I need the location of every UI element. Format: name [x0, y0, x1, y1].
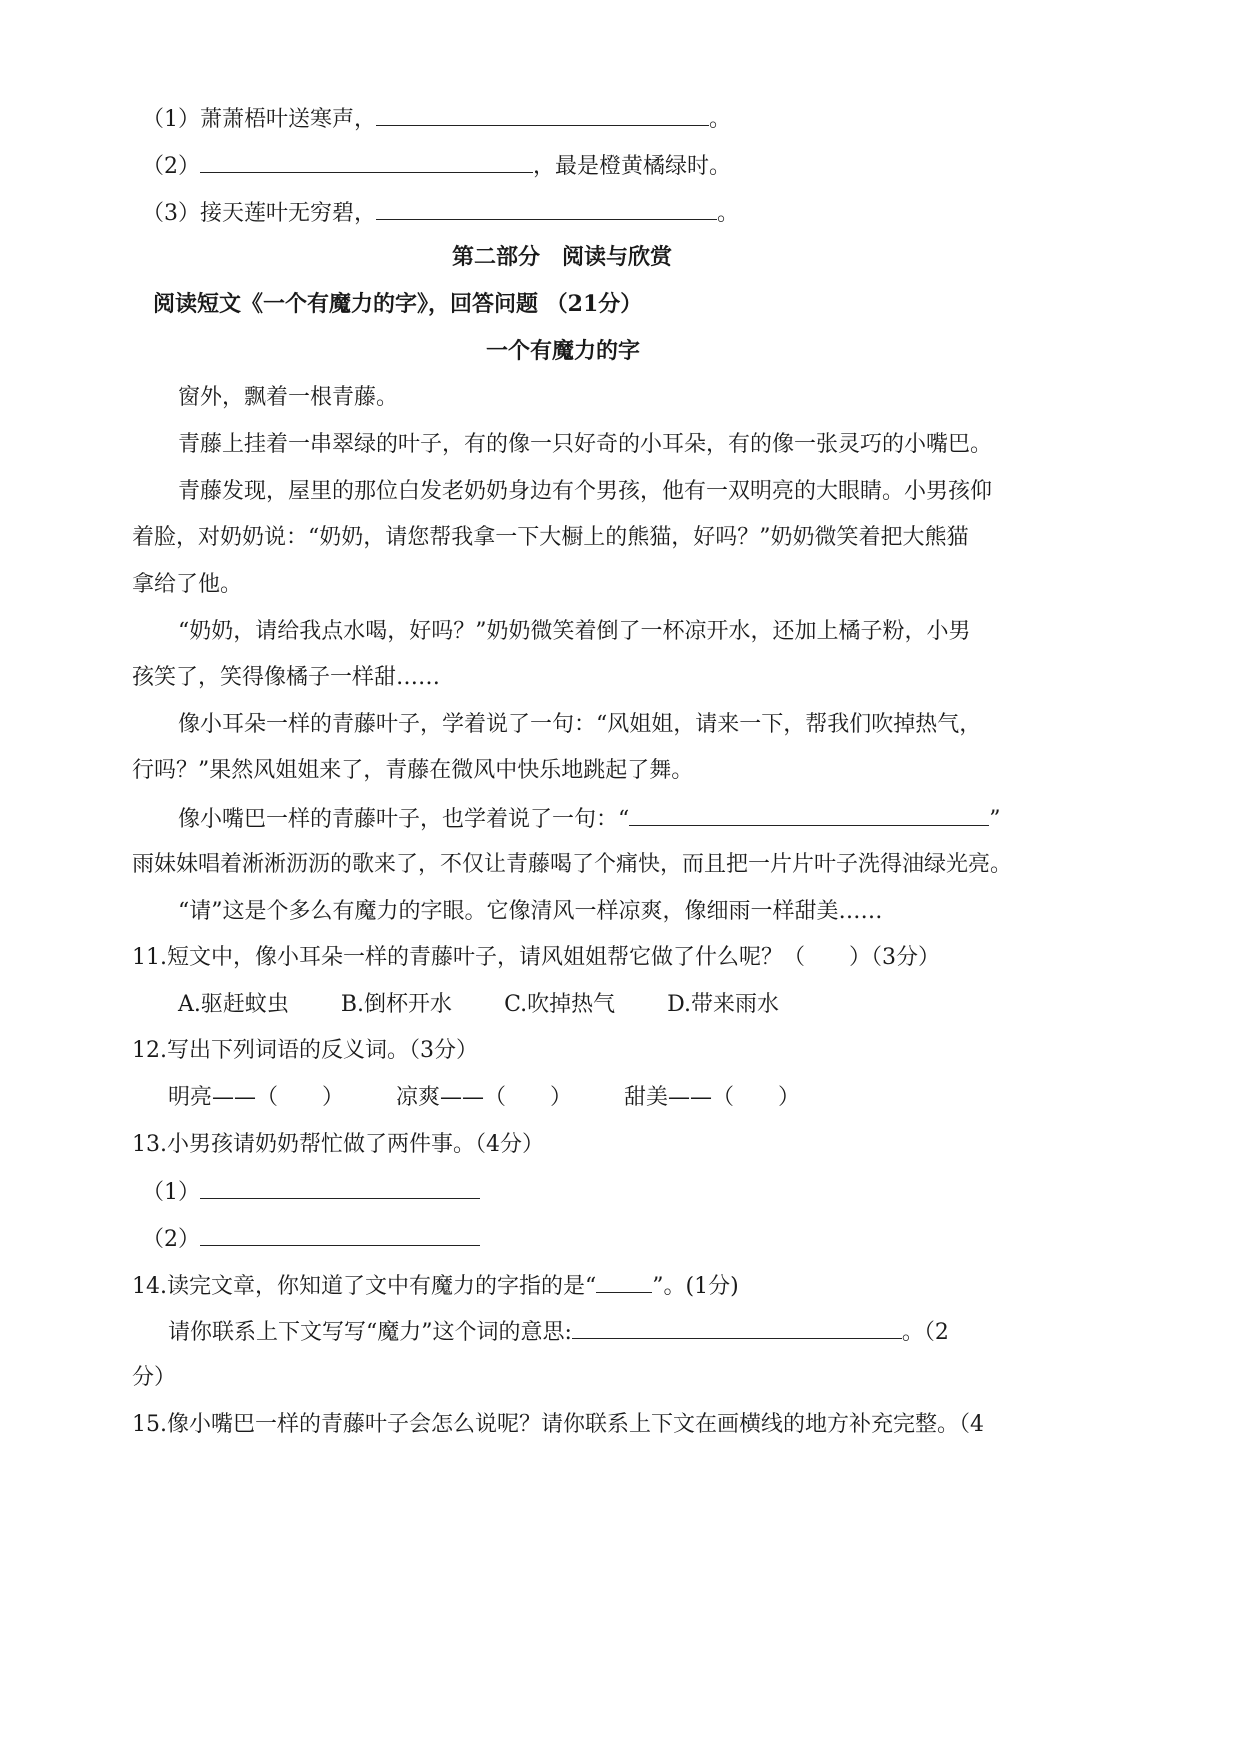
antonym-item-1[interactable]: 明亮——（ ） [168, 1085, 345, 1110]
question-13-blank-1[interactable] [200, 1176, 480, 1199]
poem-line-2-prefix: （2） [142, 154, 200, 179]
story-title: 一个有魔力的字 [486, 338, 641, 364]
story-paragraph-6-line-2: 雨妹妹唱着淅淅沥沥的歌来了，不仅让青藤喝了个痛快，而且把一片片叶子洗得油绿光亮。 [132, 852, 1013, 877]
poem-line-1-blank[interactable] [376, 103, 709, 126]
question-13-answer-1 [142, 1176, 480, 1208]
question-14b-suffix: 。（2 [901, 1320, 949, 1345]
question-14-part-2-cont: 分） [132, 1365, 177, 1390]
question-13-label-1: （1） [142, 1180, 200, 1205]
question-13-answer-2 [142, 1223, 480, 1255]
option-b[interactable]: B.倒杯开水 [340, 992, 453, 1017]
antonym-item-2[interactable]: 凉爽——（ ） [396, 1085, 573, 1110]
poem-line-3 [142, 197, 739, 229]
story-paragraph-4-line-1: “奶奶，请给我点水喝，好吗？”奶奶微笑着倒了一杯凉开水，还加上橘子粉，小男 [178, 619, 971, 644]
story-paragraph-6-line-1 [178, 803, 1001, 835]
story-paragraph-2: 青藤上挂着一串翠绿的叶子，有的像一只好奇的小耳朵，有的像一张灵巧的小嘴巴。 [178, 432, 993, 457]
question-12-items [168, 1083, 800, 1113]
option-c[interactable]: C.吹掉热气 [504, 992, 616, 1017]
question-15: 15.像小嘴巴一样的青藤叶子会怎么说呢？请你联系上下文在画横线的地方补充完整。（4 [132, 1412, 984, 1437]
question-13-blank-2[interactable] [200, 1223, 480, 1246]
poem-line-3-prefix: （3）接天莲叶无穷碧， [142, 201, 376, 226]
story-paragraph-5-line-2: 行吗？”果然风姐姐来了，青藤在微风中快乐地跳起了舞。 [132, 758, 694, 783]
poem-line-1-prefix: （1）萧萧梧叶送寒声， [142, 107, 376, 132]
question-14b-blank[interactable] [572, 1316, 902, 1339]
story-paragraph-7: “请”这是个多么有魔力的字眼。它像清风一样凉爽，像细雨一样甜美…… [178, 899, 883, 924]
poem-line-1-suffix: 。 [709, 107, 732, 132]
option-a[interactable]: A.驱赶蚊虫 [178, 992, 289, 1017]
question-13: 13.小男孩请奶奶帮忙做了两件事。（4分） [132, 1132, 544, 1157]
poem-line-2-blank[interactable] [200, 150, 533, 173]
question-14-suffix: ”。(1分) [652, 1274, 739, 1299]
option-d[interactable]: D.带来雨水 [667, 992, 779, 1017]
question-11-options [178, 990, 779, 1020]
story-paragraph-4-line-2: 孩笑了，笑得像橘子一样甜…… [132, 665, 441, 690]
question-14-prefix: 14.读完文章，你知道了文中有魔力的字指的是“ [132, 1274, 597, 1299]
poem-line-2 [142, 150, 731, 182]
section-heading: 第二部分 阅读与欣赏 [452, 244, 673, 270]
question-14-part-2 [168, 1316, 949, 1348]
question-14 [132, 1270, 739, 1302]
story-paragraph-3-line-1: 青藤发现，屋里的那位白发老奶奶身边有个男孩，他有一双明亮的大眼睛。小男孩仰 [178, 479, 993, 504]
reading-instruction: 阅读短文《一个有魔力的字》，回答问题 （21分） [153, 291, 643, 317]
poem-line-1 [142, 103, 731, 135]
poem-line-2-suffix: ，最是橙黄橘绿时。 [533, 154, 732, 179]
story-paragraph-1: 窗外，飘着一根青藤。 [178, 385, 399, 410]
poem-line-3-blank[interactable] [376, 197, 717, 220]
question-13-label-2: （2） [142, 1227, 200, 1252]
story-paragraph-3-line-3: 拿给了他。 [132, 572, 243, 597]
question-11: 11.短文中，像小耳朵一样的青藤叶子，请风姐姐帮它做了什么呢？（ ）（3分） [132, 945, 940, 970]
question-12: 12.写出下列词语的反义词。（3分） [132, 1038, 478, 1063]
question-14-blank[interactable] [596, 1270, 652, 1293]
story-paragraph-6-prefix: 像小嘴巴一样的青藤叶子，也学着说了一句：“ [178, 807, 630, 832]
story-paragraph-6-suffix: ” [989, 807, 1001, 832]
story-quote-blank[interactable] [629, 803, 989, 826]
question-14b-prefix: 请你联系上下文写写“魔力”这个词的意思: [168, 1320, 572, 1345]
poem-line-3-suffix: 。 [717, 201, 740, 226]
antonym-item-3[interactable]: 甜美——（ ） [624, 1085, 801, 1110]
story-paragraph-5-line-1: 像小耳朵一样的青藤叶子，学着说了一句：“风姐姐，请来一下，帮我们吹掉热气， [178, 712, 982, 737]
story-paragraph-3-line-2: 着脸，对奶奶说：“奶奶，请您帮我拿一下大橱上的熊猫，好吗？”奶奶微笑着把大熊猫 [132, 525, 969, 550]
